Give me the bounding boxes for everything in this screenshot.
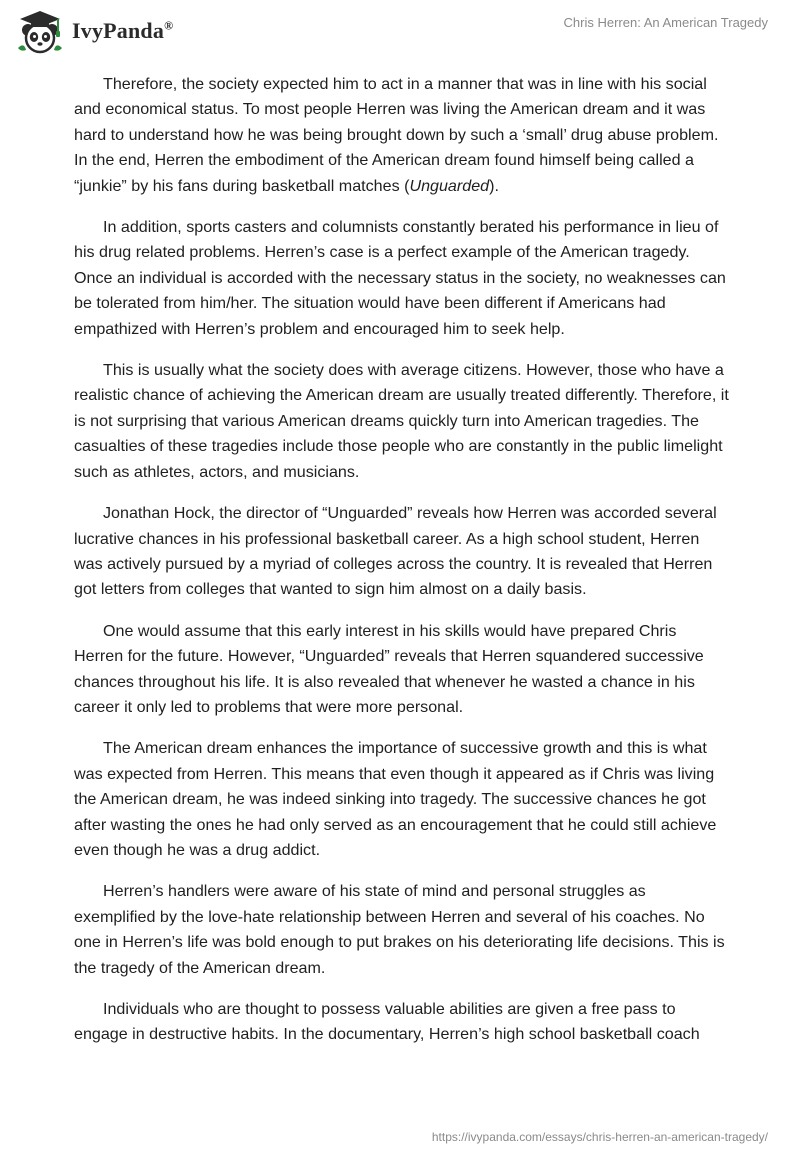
panda-graduation-cap-icon [14,8,66,54]
brand-logo[interactable] [14,8,173,54]
paragraph: Herren’s handlers were aware of his state of mind and personal struggles as exemplified by the love-hate relationship between Herren and several of his coaches. No one in Herren’s life was bold enough to put brakes on his deteriorating life decisions. This is the tragedy of the American dream. [74,882,725,977]
document-title: Chris Herren: An American Tragedy [563,15,768,30]
film-title-italic: Unguarded [409,176,490,195]
paragraph: The American dream enhances the importance of successive growth and this is what was expected from Herren. This means that even though it appeared as if Chris was living the American dream, he was indeed sinking into tragedy. The successive chances he got after wasting the ones he had only served as an encouragement that he could still achieve even though he was a drug addict. [74,739,717,859]
paragraph: Jonathan Hock, the director of “Unguarded” reveals how Herren was accorded several lucrative chances in his professional basketball career. As a high school student, Herren was actively pursued by a myriad of colleges across the country. It is revealed that Herren got letters from colleges that wanted to sign him almost on a daily basis. [74,504,717,599]
paragraph: Therefore, the society expected him to act in a manner that was in line with his social and economical status. To most people Herren was living the American dream and it was hard to understand how he was being brought down by such a ‘small’ drug abuse problem. In the end, Herren the embodiment of the American dream found himself being called a “junkie” by his fans during basketball matches (Unguarded). [74,75,719,195]
essay-body [74,72,730,1064]
registered-mark: ® [164,18,174,33]
brand-name: IvyPanda® [72,18,174,43]
paragraph: Individuals who are thought to possess valuable abilities are given a free pass to engage in destructive habits. In the documentary, Herren’s high school basketball coach [74,1000,700,1044]
source-url[interactable]: https://ivypanda.com/essays/chris-herren-an-american-tragedy/ [431,1130,768,1144]
paragraph: This is usually what the society does with average citizens. However, those who have a realistic chance of achieving the American dream are usually treated differently. Therefore, it is not surprising that various American dreams quickly turn into American tragedies. The casualties of these tragedies include those people who are constantly in the public limelight such as athletes, actors, and musicians. [74,361,729,481]
paragraph: In addition, sports casters and columnists constantly berated his performance in lieu of his drug related problems. Herren’s case is a perfect example of the American tragedy. Once an individual is accorded with the necessary status in the society, no weaknesses can be tolerated from him/her. The situation would have been different if Americans had empathized with Herren’s problem and encouraged him to seek help. [74,218,726,338]
paragraph: One would assume that this early interest in his skills would have prepared Chris Herren for the future. However, “Unguarded” reveals that Herren squandered successive chances throughout his life. It is also revealed that whenever he wasted a chance in his career it only led to problems that were more personal. [74,621,704,716]
page-header [0,0,800,60]
